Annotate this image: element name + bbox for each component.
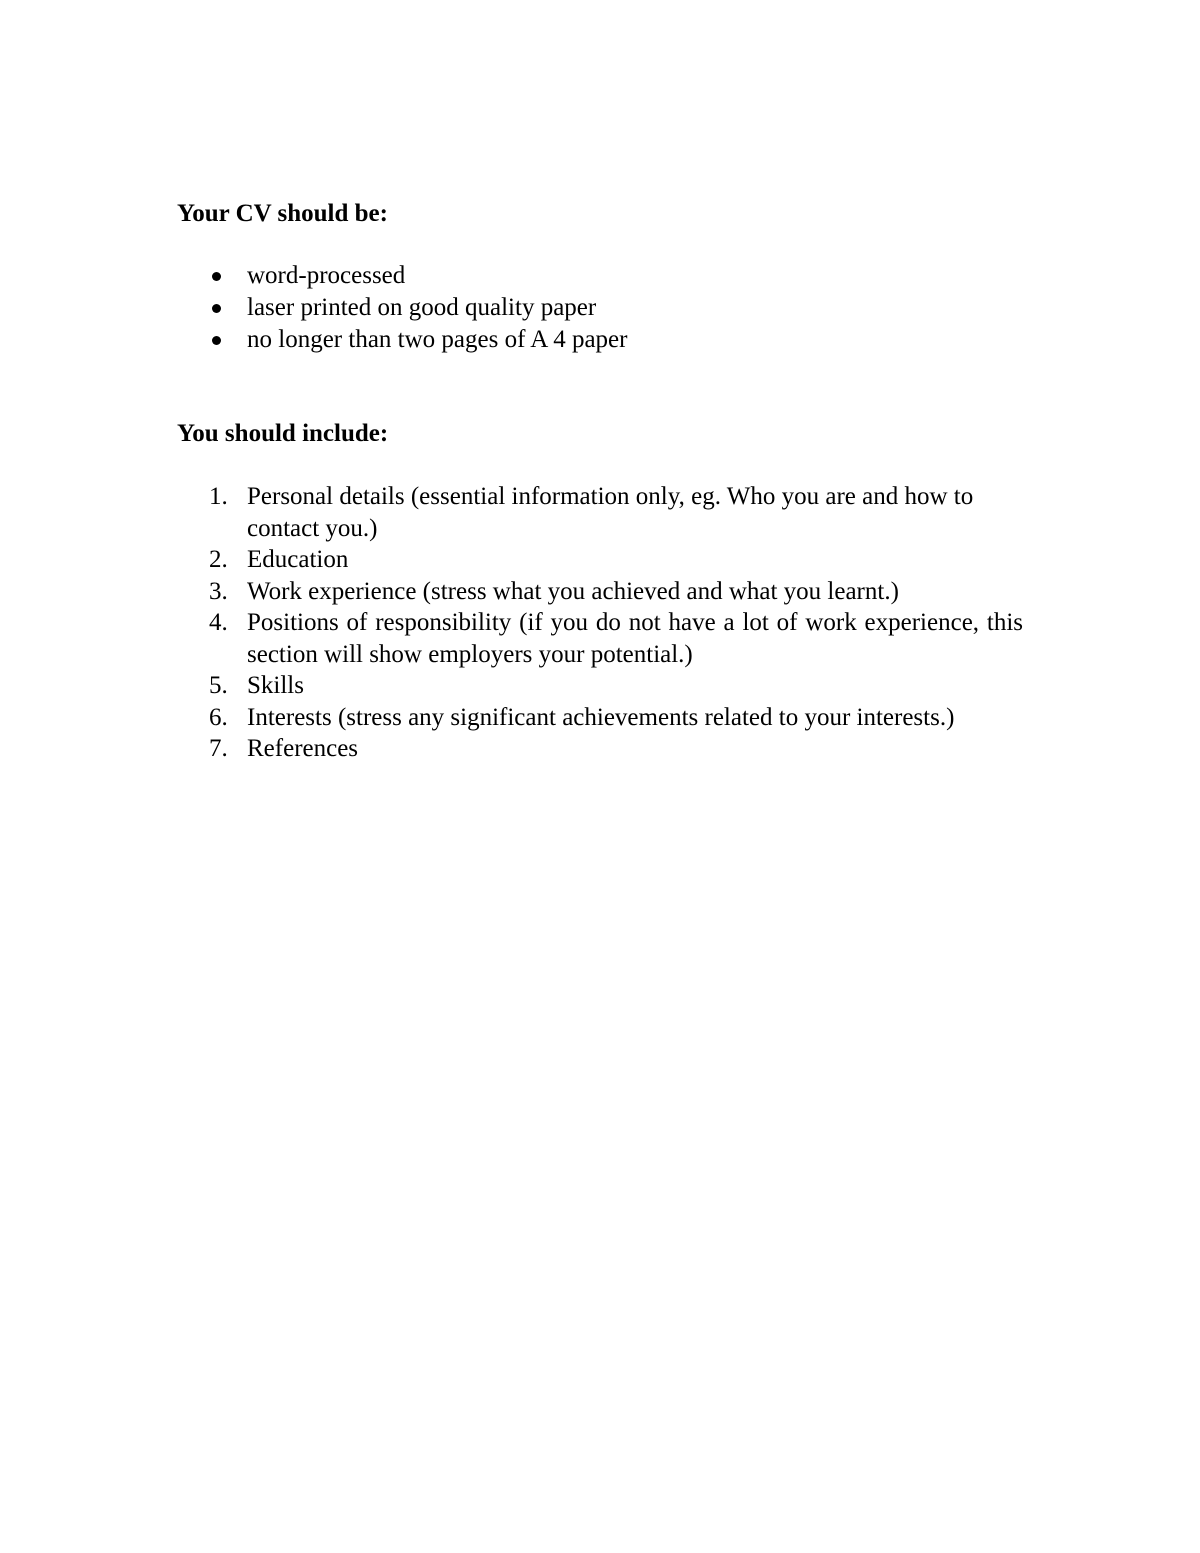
list-item-number: 7. bbox=[209, 735, 228, 762]
list-item-number: 3. bbox=[209, 577, 228, 605]
list-item-text: word-processed bbox=[247, 262, 406, 289]
list-item bbox=[177, 702, 1023, 734]
list-item bbox=[177, 324, 1023, 356]
list-item-text: Interests (stress any significant achievements related to your interests.) bbox=[247, 703, 955, 731]
section-heading-include: You should include: bbox=[177, 420, 389, 447]
list-item bbox=[177, 576, 1023, 608]
list-item bbox=[177, 670, 1023, 702]
list-item-text: Skills bbox=[247, 672, 304, 699]
list-item bbox=[177, 292, 1023, 324]
cv-contents-list bbox=[177, 481, 1023, 765]
list-item-text: Positions of responsibility (if you do not have a lot of work experience, this section will show employers your potential.) bbox=[247, 609, 1023, 668]
list-item-number: 4. bbox=[209, 609, 228, 636]
list-item-text: References bbox=[247, 735, 359, 762]
list-item bbox=[177, 544, 1023, 576]
list-item-text: no longer than two pages of A 4 paper bbox=[247, 326, 628, 353]
list-item-number: 6. bbox=[209, 703, 228, 731]
list-item-number: 1. bbox=[209, 483, 228, 510]
bullet-icon bbox=[212, 272, 221, 281]
list-item-text: Education bbox=[247, 546, 349, 573]
section-heading-cv: Your CV should be: bbox=[177, 200, 388, 227]
list-item bbox=[177, 481, 1023, 544]
cv-requirements-list bbox=[177, 260, 1023, 356]
list-item-text: Personal details (essential information only, eg. Who you are and how to contact you.) bbox=[247, 483, 974, 542]
list-item-number: 2. bbox=[209, 546, 228, 573]
list-item-number: 5. bbox=[209, 672, 228, 699]
bullet-icon bbox=[212, 336, 221, 345]
list-item-text: laser printed on good quality paper bbox=[247, 294, 597, 321]
list-item bbox=[177, 607, 1023, 670]
list-item bbox=[177, 733, 1023, 765]
list-item bbox=[177, 260, 1023, 292]
list-item-text: Work experience (stress what you achieved and what you learnt.) bbox=[247, 577, 899, 605]
bullet-icon bbox=[212, 304, 221, 313]
